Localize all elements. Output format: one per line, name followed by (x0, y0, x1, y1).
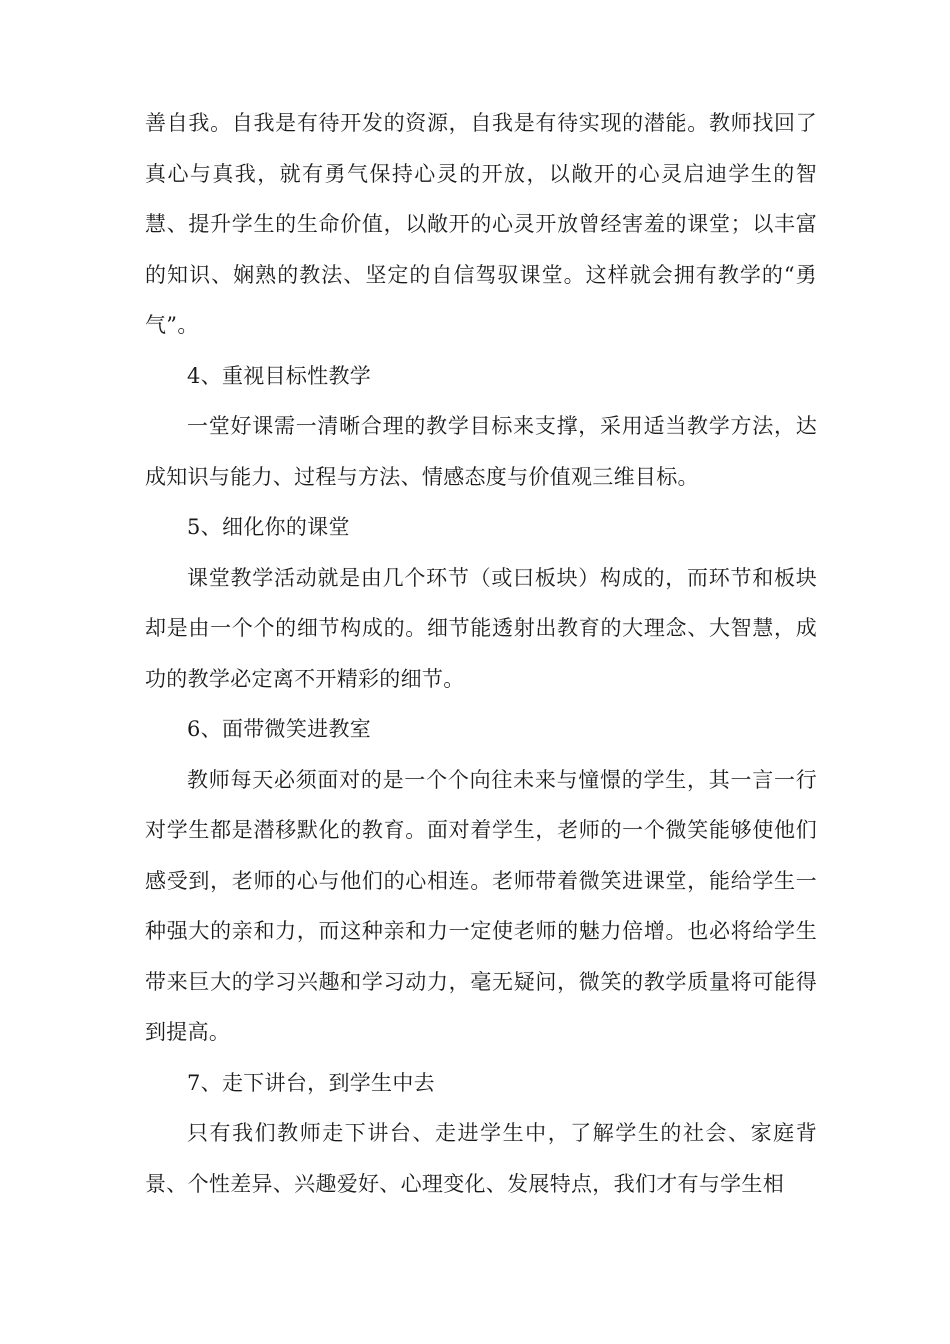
paragraph-go-among-students: 只有我们教师走下讲台、走进学生中，了解学生的社会、家庭背景、个性差异、兴趣爱好、心理变化、发展特点，我们才有与学生相 (145, 1121, 817, 1196)
paragraph-refine-classroom: 课堂教学活动就是由几个环节（或曰板块）构成的，而环节和板块却是由一个个的细节构成的。细节能透射出教育的大理念、大智慧，成功的教学必定离不开精彩的细节。 (145, 565, 817, 691)
paragraph-self-continuation: 善自我。自我是有待开发的资源，自我是有待实现的潜能。教师找回了真心与真我，就有勇气保持心灵的开放，以敞开的心灵启迪学生的智慧、提升学生的生命价值，以敞开的心灵开放曾经害羞的课堂；以丰富的知识、娴熟的教法、坚定的自信驾驭课堂。这样就会拥有教学的“勇气”。 (145, 111, 817, 337)
heading-go-among-students: 7、走下讲台，到学生中去 (187, 1070, 435, 1095)
heading-goal-oriented-teaching: 4、重视目标性教学 (187, 363, 372, 388)
heading-smile-in-classroom: 6、面带微笑进教室 (187, 717, 372, 741)
paragraph-goal-oriented-teaching: 一堂好课需一清晰合理的教学目标来支撑，采用适当教学方法，达成知识与能力、过程与方法、情感态度与价值观三维目标。 (145, 414, 817, 489)
paragraph-smile-in-classroom: 教师每天必须面对的是一个个向往未来与憧憬的学生，其一言一行对学生都是潜移默化的教育。面对着学生，老师的一个微笑能够使他们感受到，老师的心与他们的心相连。老师带着微笑进课堂，能给学生一种强大的亲和力，而这种亲和力一定使老师的魅力倍增。也必将给学生带来巨大的学习兴趣和学习动力，毫无疑问，微笑的教学质量将可能得到提高。 (145, 767, 817, 1044)
document-page (145, 98, 817, 1209)
heading-refine-classroom: 5、细化你的课堂 (187, 515, 350, 539)
